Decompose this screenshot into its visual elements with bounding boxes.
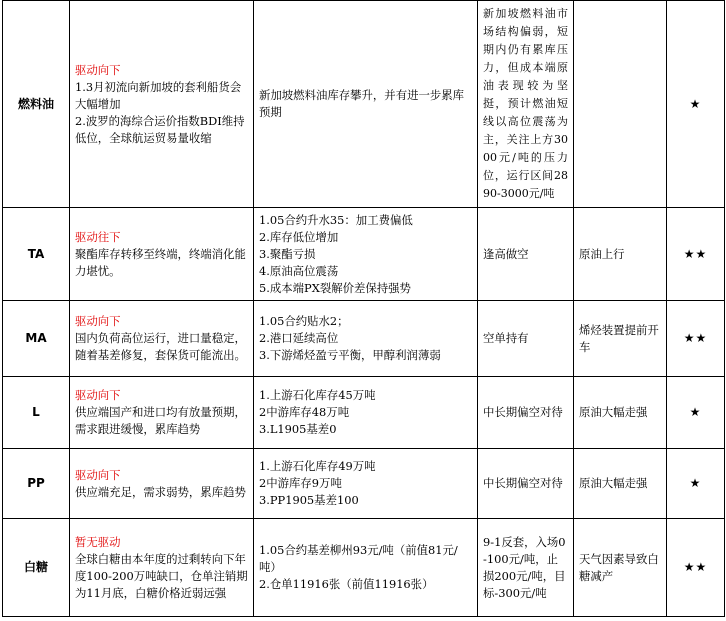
table-row (3, 1, 725, 208)
rating-stars: ★ (667, 377, 725, 449)
factor-line: 5.成本端PX裂解价差保持强势 (259, 280, 411, 295)
driver-text: 供应端国产和进口均有放量预期，需求跟进缓慢，累库趋势 (75, 405, 246, 436)
strategy-cell: 9-1反套，入场0-100元/吨，止损200元/吨，目标-300元/吨 (478, 519, 574, 617)
risk-cell: 原油大幅走强 (574, 377, 667, 449)
factor-line: 3.聚酯亏损 (259, 246, 316, 261)
driver-cell (70, 208, 254, 301)
commodity-name: MA (3, 301, 70, 377)
driver-cell (70, 377, 254, 449)
driver-label: 驱动往下 (75, 229, 121, 244)
factor-line: 3.PP1905基差100 (259, 493, 359, 507)
driver-cell (70, 1, 254, 208)
risk-cell: 天气因素导致白糖减产 (574, 519, 667, 617)
rating-stars: ★ (667, 449, 725, 519)
driver-text: 供应端充足，需求弱势，累库趋势 (75, 484, 246, 499)
strategy-cell: 新加坡燃料油市场结构偏弱，短期内仍有累库压力，但成本端原油表现较为坚挺，预计燃油短线以高位震荡为主，关注上方3000元/吨的压力位，运行区间2890-3000元/吨 (478, 1, 574, 208)
table-row (3, 449, 725, 519)
factor-line: 1.上游石化库存49万吨 (259, 459, 376, 473)
factor-line: 新加坡燃料油库存攀升，并有进一步累库预期 (259, 88, 465, 119)
driver-label: 驱动向下 (75, 314, 121, 328)
factors-cell (254, 301, 478, 377)
driver-text: 聚酯库存转移至终端，终端消化能力堪忧。 (75, 246, 246, 278)
factor-line: 1.05合约基差柳州93元/吨（前值81元/吨） (259, 543, 458, 574)
table-row (3, 519, 725, 617)
factors-cell (254, 1, 478, 208)
rating-stars: ★ (667, 1, 725, 208)
factor-line: 2.港口延续高位 (259, 331, 339, 345)
table-row (3, 208, 725, 301)
rating-stars: ★★ (667, 519, 725, 617)
rating-stars: ★★ (667, 301, 725, 377)
rating-stars: ★★ (667, 208, 725, 301)
driver-label: 驱动向下 (75, 467, 121, 482)
commodity-name: PP (3, 449, 70, 519)
commodity-name: 燃料油 (3, 1, 70, 208)
factor-line: 3.下游烯烃盈亏平衡，甲醇利润薄弱 (259, 348, 441, 362)
factor-line: 4.原油高位震荡 (259, 263, 339, 278)
table-row (3, 377, 725, 449)
factor-line: 2.库存低位增加 (259, 229, 339, 244)
strategy-cell: 逢高做空 (478, 208, 574, 301)
driver-text: 国内负荷高位运行，进口量稳定，随着基差修复，套保货可能流出。 (75, 331, 246, 362)
driver-cell (70, 519, 254, 617)
risk-cell: 原油大幅走强 (574, 449, 667, 519)
factor-line: 1.05合约升水35：加工费偏低 (259, 212, 413, 227)
risk-cell: 烯烃装置提前开车 (574, 301, 667, 377)
factor-line: 3.L1905基差0 (259, 422, 337, 436)
commodity-name: TA (3, 208, 70, 301)
commodity-name: 白糖 (3, 519, 70, 617)
factors-cell (254, 519, 478, 617)
driver-label: 驱动向下 (75, 388, 121, 402)
driver-text: 全球白糖由本年度的过剩转向下年度100-200万吨缺口，仓单注销期为11月底，白糖价格近弱远强 (75, 551, 248, 600)
driver-text: 1.3月初流向新加坡的套利船货会大幅增加 (75, 79, 242, 111)
strategy-cell: 中长期偏空对待 (478, 377, 574, 449)
driver-cell (70, 449, 254, 519)
table-row (3, 301, 725, 377)
commodity-strategy-table (2, 0, 725, 617)
factors-cell (254, 377, 478, 449)
strategy-cell: 中长期偏空对待 (478, 449, 574, 519)
strategy-cell: 空单持有 (478, 301, 574, 377)
driver-text: 2.波罗的海综合运价指数BDI维持低位，全球航运贸易量收缩 (75, 113, 245, 145)
factors-cell (254, 208, 478, 301)
factors-cell (254, 449, 478, 519)
factor-line: 1.上游石化库存45万吨 (259, 388, 376, 402)
commodity-name: L (3, 377, 70, 449)
risk-cell (574, 1, 667, 208)
factor-line: 2中游库存48万吨 (259, 405, 350, 419)
factor-line: 2中游库存9万吨 (259, 476, 342, 490)
driver-label: 驱动向下 (75, 62, 121, 77)
factor-line: 1.05合约贴水2； (259, 314, 349, 328)
driver-label: 暂无驱动 (75, 534, 121, 549)
factor-line: 2.仓单11916张（前值11916张） (259, 577, 434, 591)
risk-cell: 原油上行 (574, 208, 667, 301)
driver-cell (70, 301, 254, 377)
